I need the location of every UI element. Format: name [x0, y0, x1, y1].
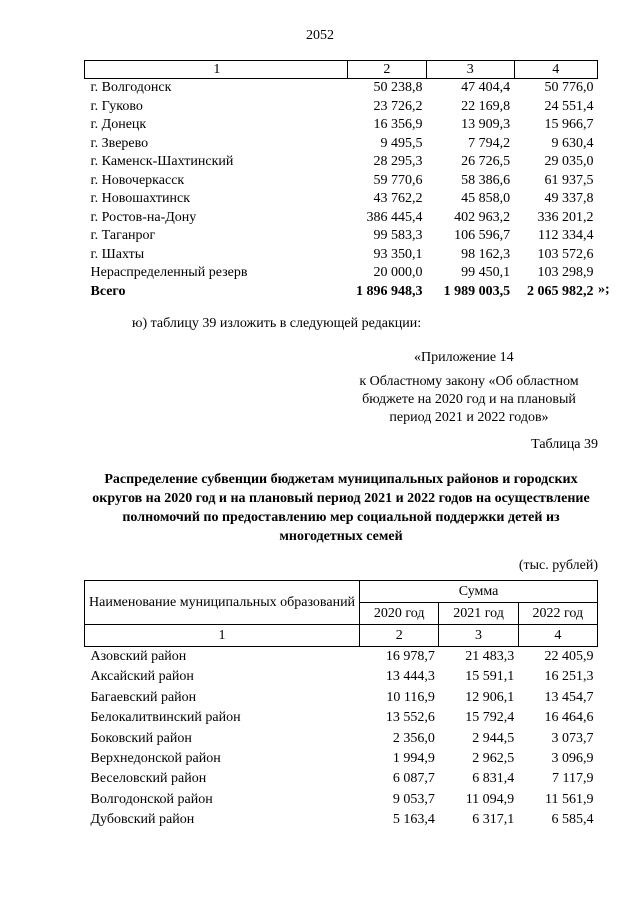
district-name: Боковский район [90, 730, 192, 746]
annex-reference: к Областному закону «Об областном бюджете на 2020 год и на плановый период 2021 и 2022 годов» [359, 374, 579, 425]
table-row [85, 667, 598, 687]
value-2020: 13 444,3 [385, 669, 435, 685]
value-2021: 15 792,4 [465, 710, 515, 726]
total-2022: 2 065 982,2 [527, 283, 594, 299]
value-2021: 12 906,1 [465, 689, 515, 705]
value-2020: 43 762,2 [373, 191, 423, 206]
header-cell: 3 [426, 61, 514, 79]
column-number: 4 [518, 625, 597, 647]
value-2020: 99 583,3 [373, 228, 423, 243]
table-row [85, 227, 598, 246]
value-2022: 16 251,3 [544, 669, 594, 685]
value-2022: 112 334,4 [538, 228, 594, 243]
total-2021: 1 989 003,5 [443, 283, 511, 299]
municipality-name: г. Волгодонск [90, 80, 172, 95]
table-row [85, 98, 598, 117]
value-2021: 26 726,5 [461, 154, 511, 169]
value-2022: 16 464,6 [544, 710, 594, 726]
amendment-instruction: ю) таблицу 39 изложить в следующей редакции: [132, 316, 422, 331]
value-2021: 15 591,1 [465, 669, 515, 685]
value-2020: 28 295,3 [373, 154, 423, 169]
value-2020: 6 087,7 [392, 771, 435, 787]
year-header: 2020 год [360, 603, 439, 625]
value-2020: 16 978,7 [385, 649, 435, 664]
value-2020: 13 552,6 [385, 710, 435, 726]
table-row [85, 749, 598, 769]
value-2021: 402 963,2 [454, 209, 511, 225]
value-2020: 20 000,0 [373, 265, 423, 280]
annex-title: «Приложение 14 [414, 350, 514, 365]
municipality-name: г. Каменск-Шахтинский [90, 154, 234, 169]
table-row [85, 135, 598, 154]
municipality-name: г. Новошахтинск [90, 191, 191, 206]
value-2021: 21 483,3 [465, 649, 515, 664]
year-header: 2022 год [518, 603, 597, 625]
header-cell: 2 [347, 61, 426, 79]
value-2022: 9 630,4 [551, 135, 594, 151]
district-name: Аксайский район [90, 669, 194, 685]
district-name: Волгодонской район [90, 791, 213, 807]
table-row [85, 729, 598, 749]
table-row [85, 153, 598, 172]
value-2021: 98 162,3 [461, 246, 511, 262]
table-row [85, 190, 598, 209]
table-header-row [85, 581, 598, 603]
value-2022: 103 298,9 [537, 265, 594, 280]
value-2021: 6 831,4 [472, 771, 515, 787]
district-name: Багаевский район [90, 689, 197, 705]
value-2021: 45 858,0 [461, 191, 511, 206]
value-2021: 2 962,5 [472, 751, 515, 767]
value-2021: 99 450,1 [461, 265, 511, 280]
subvention-table [84, 580, 598, 831]
table-row [85, 264, 598, 283]
value-2022: 49 337,8 [544, 191, 594, 206]
table-row [85, 769, 598, 789]
value-2022: 6 585,4 [551, 812, 594, 828]
table-heading: Распределение субвенции бюджетам муниципальных районов и городских округов на 2020 год и на плановый период 2021 и 2022 годов на осуществление полномочий по предоставлению мер социальной поддержки детей из многодетных семей [92, 472, 590, 544]
municipality-name: г. Новочеркасск [90, 172, 185, 188]
table-row [85, 688, 598, 708]
value-2022: 336 201,2 [537, 209, 594, 225]
table-row [85, 246, 598, 265]
value-2020: 386 445,4 [366, 209, 423, 225]
value-2022: 61 937,5 [544, 172, 594, 188]
total-2020: 1 896 948,3 [355, 283, 423, 299]
value-2022: 15 966,7 [544, 117, 594, 132]
value-2020: 1 994,9 [392, 751, 435, 767]
value-2022: 29 035,0 [544, 154, 594, 169]
units-label: (тыс. рублей) [518, 558, 598, 573]
table-row [85, 708, 598, 728]
value-2022: 11 561,9 [545, 791, 594, 807]
district-name: Азовский район [90, 649, 187, 664]
value-2021: 11 094,9 [465, 791, 515, 807]
name-column-header: Наименование муниципальных образований [85, 581, 360, 625]
value-2020: 10 116,9 [386, 689, 435, 705]
table-continuation [84, 60, 598, 301]
value-2021: 106 596,7 [454, 228, 511, 243]
quote-close: »; [598, 282, 610, 297]
value-2022: 24 551,4 [544, 98, 594, 114]
table-header-row [85, 61, 598, 79]
total-label: Всего [90, 283, 126, 299]
value-2020: 9 495,5 [380, 135, 423, 151]
column-number: 1 [85, 625, 360, 647]
table-row [85, 209, 598, 228]
value-2021: 47 404,4 [461, 80, 511, 95]
value-2021: 58 386,6 [461, 172, 511, 188]
column-number: 3 [439, 625, 518, 647]
table-row [85, 116, 598, 135]
value-2022: 103 572,6 [537, 246, 594, 262]
municipality-name: г. Таганрог [90, 228, 156, 243]
column-number-row [85, 625, 598, 647]
municipality-name: г. Донецк [90, 117, 147, 132]
value-2022: 7 117,9 [552, 771, 594, 787]
value-2020: 93 350,1 [373, 246, 423, 262]
municipality-name: Нераспределенный резерв [90, 265, 248, 280]
value-2022: 50 776,0 [544, 80, 594, 95]
value-2020: 59 770,6 [373, 172, 423, 188]
value-2021: 7 794,2 [468, 135, 511, 151]
value-2021: 22 169,8 [461, 98, 511, 114]
table-number: Таблица 39 [531, 437, 598, 452]
value-2020: 16 356,9 [373, 117, 423, 132]
table-row [85, 172, 598, 191]
header-cell: 4 [514, 61, 597, 79]
value-2020: 2 356,0 [392, 730, 435, 746]
table-row [85, 810, 598, 830]
value-2021: 13 909,3 [461, 117, 511, 132]
value-2021: 2 944,5 [472, 730, 515, 746]
municipality-name: г. Шахты [90, 246, 145, 262]
sum-header: Сумма [360, 581, 598, 603]
value-2020: 23 726,2 [373, 98, 423, 114]
total-row [85, 283, 598, 302]
value-2020: 9 053,7 [392, 791, 435, 807]
municipality-name: г. Ростов-на-Дону [90, 209, 197, 225]
value-2022: 3 096,9 [551, 751, 594, 767]
header-cell: 1 [85, 61, 348, 79]
table-row [85, 79, 598, 98]
value-2020: 50 238,8 [373, 80, 423, 95]
year-header: 2021 год [439, 603, 518, 625]
column-number: 2 [360, 625, 439, 647]
municipality-name: г. Зверево [90, 135, 149, 151]
value-2022: 13 454,7 [544, 689, 594, 705]
value-2022: 22 405,9 [544, 649, 594, 664]
table-row [85, 790, 598, 810]
value-2022: 3 073,7 [551, 730, 594, 746]
municipality-name: г. Гуково [90, 98, 143, 114]
table-row [85, 647, 598, 668]
district-name: Белокалитвинский район [90, 710, 241, 726]
page-number: 2052 [306, 28, 334, 43]
district-name: Дубовский район [90, 812, 195, 828]
district-name: Веселовский район [90, 771, 207, 787]
value-2021: 6 317,1 [472, 812, 515, 828]
value-2020: 5 163,4 [392, 812, 435, 828]
district-name: Верхнедонской район [90, 751, 221, 767]
